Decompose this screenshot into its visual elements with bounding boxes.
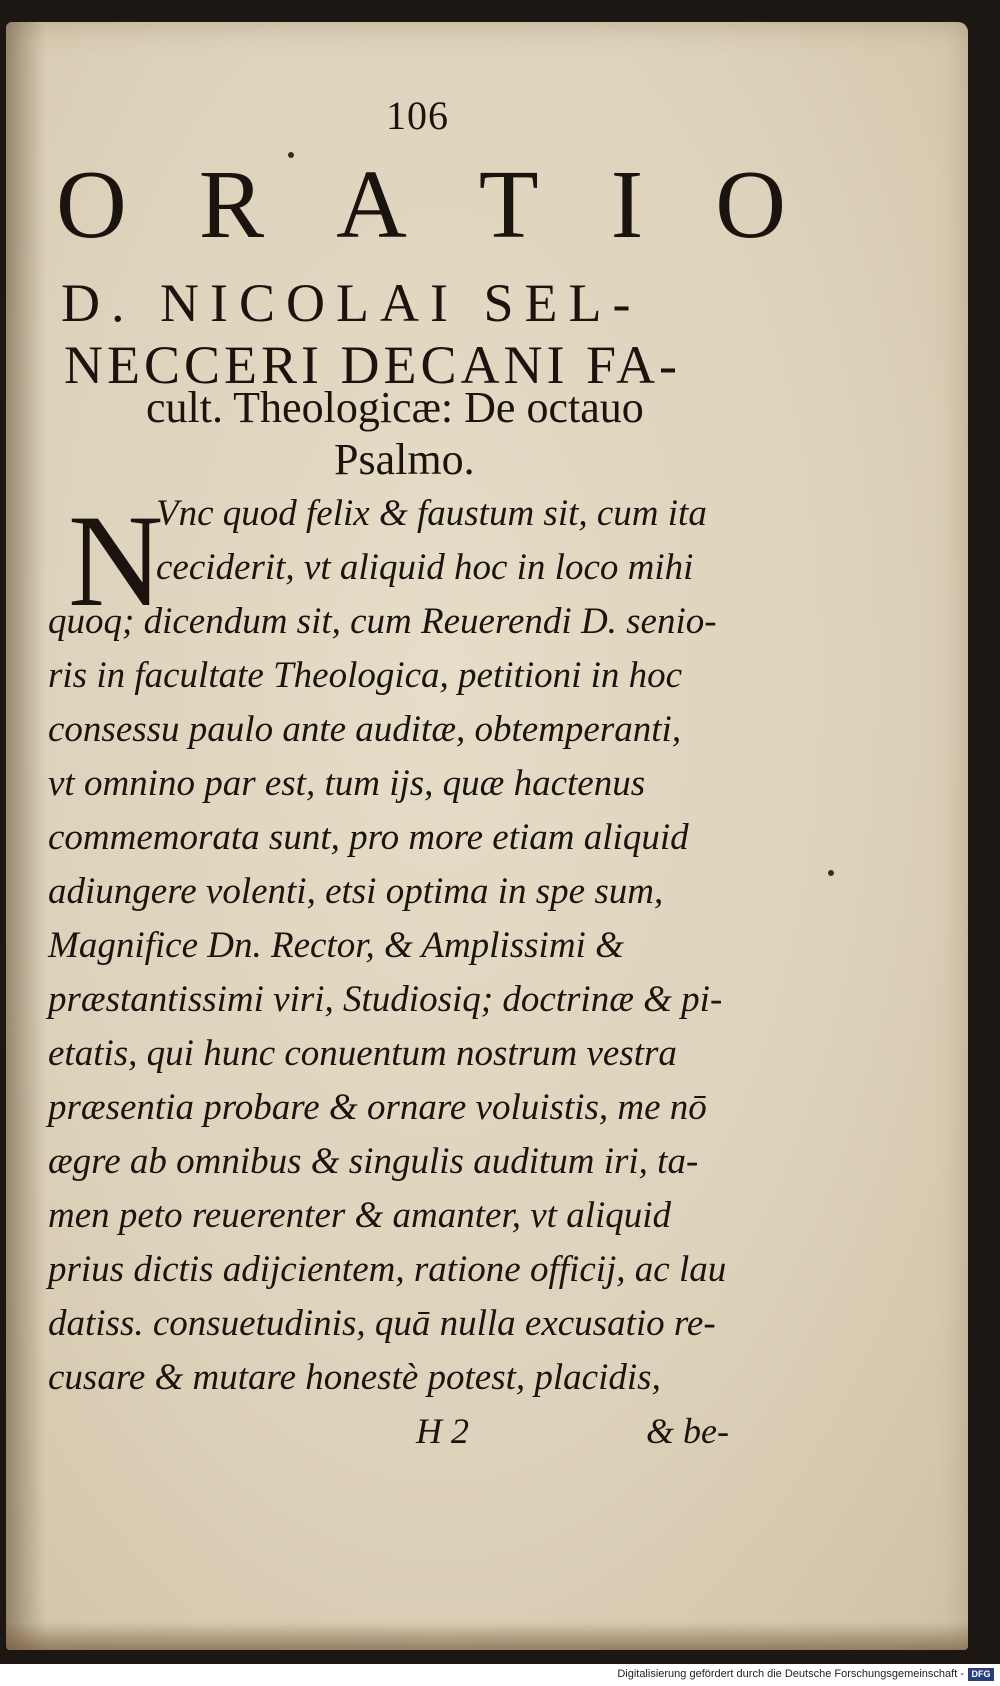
title-letter: A (336, 151, 407, 259)
body-line: datiss. consuetudinis, quā nulla excusatio re- (48, 1303, 716, 1344)
ink-speck (828, 870, 834, 876)
body-line: cusare & mutare honestè potest, placidis, (48, 1357, 661, 1398)
body-line: vt omnino par est, tum ijs, quæ hactenus (48, 763, 646, 804)
title-line-2: NECCERI DECANI FA- (64, 335, 681, 395)
body-line: prius dictis adijcientem, ratione officij, ac lau (48, 1249, 727, 1290)
body-line: Vnc quod felix & faustum sit, cum ita (156, 493, 707, 534)
body-line: men peto reuerenter & amanter, vt aliquid (48, 1195, 672, 1236)
title-letter: O (715, 151, 786, 259)
title-letter: I (610, 151, 644, 259)
drop-cap: N (68, 487, 164, 634)
book-page (6, 22, 968, 1650)
catchword: & be- (646, 1411, 729, 1451)
title-line-3: cult. Theologicæ: De octauo (146, 383, 644, 432)
body-line: præsentia probare & ornare voluistis, me nō (48, 1087, 707, 1128)
title-letter: R (198, 151, 265, 259)
dfg-logo: DFG (968, 1668, 994, 1681)
page-bottom-edge (6, 1622, 968, 1650)
page-number: 106 (386, 93, 449, 138)
footer-bar (0, 1664, 1000, 1686)
body-line: commemorata sunt, pro more etiam aliquid (48, 817, 689, 858)
body-line: ris in facultate Theologica, petitioni in hoc (48, 655, 683, 696)
body-line: Magnifice Dn. Rector, & Amplissimi & (48, 925, 624, 966)
title-letter: O (56, 151, 127, 259)
body-line: ægre ab omnibus & singulis auditum iri, ta- (48, 1141, 699, 1182)
body-line: consessu paulo ante auditæ, obtemperanti, (48, 709, 682, 750)
body-line: etatis, qui hunc conuentum nostrum vestra (48, 1033, 677, 1074)
body-line: ceciderit, vt aliquid hoc in loco mihi (156, 547, 694, 588)
signature-mark: H 2 (416, 1411, 469, 1451)
page-gutter-shadow (6, 22, 46, 1650)
body-line: præstantissimi viri, Studiosiq; doctrinæ & pi- (48, 979, 723, 1020)
body-line: quoq; dicendum sit, cum Reuerendi D. senio- (48, 601, 717, 642)
body-line: adiungere volenti, etsi optima in spe sum, (48, 871, 664, 912)
title-line-1: D. NICOLAI SEL- (61, 273, 642, 333)
title-line-4: Psalmo. (334, 435, 475, 484)
funding-credit: Digitalisierung gefördert durch die Deutsche Forschungsgemeinschaft - (617, 1668, 964, 1680)
ink-speck (288, 152, 294, 158)
title-oratio (56, 150, 786, 260)
title-letter: T (478, 151, 539, 259)
